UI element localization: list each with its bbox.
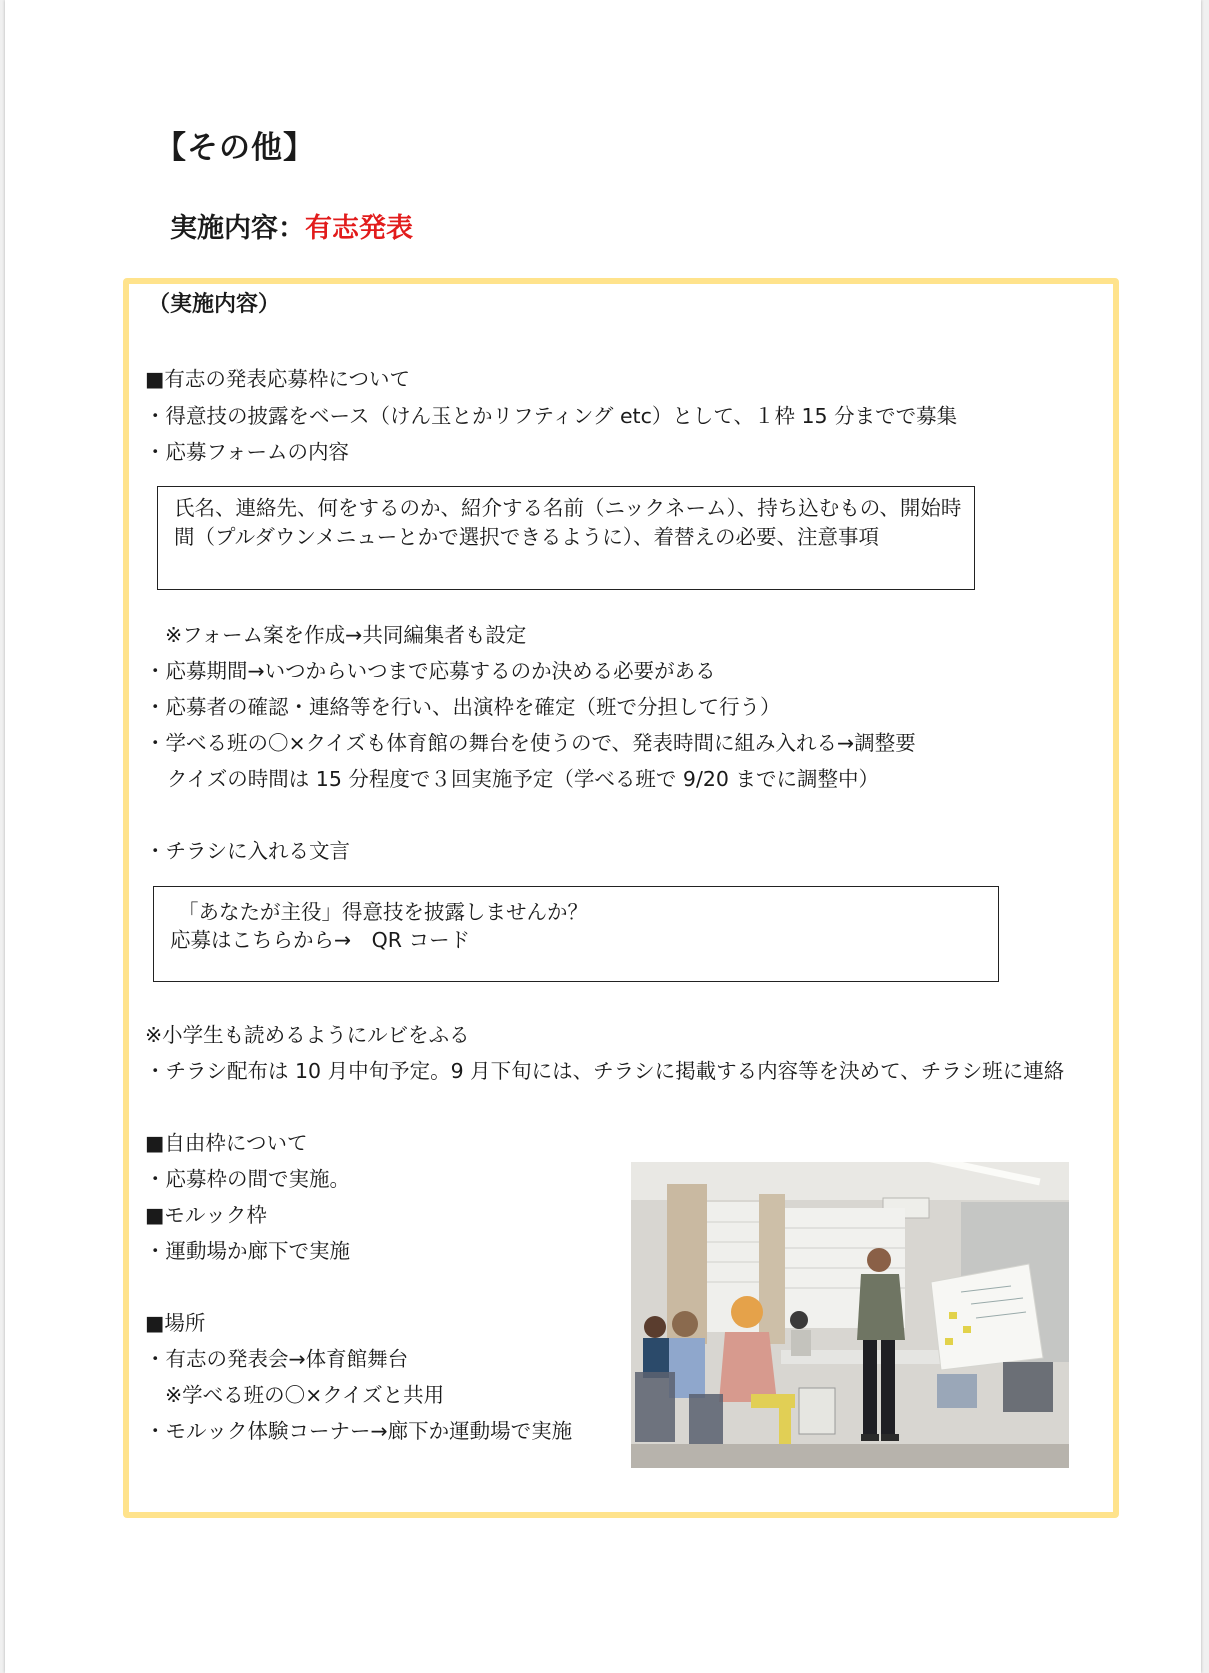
- list-item: ・運動場か廊下で実施: [145, 1239, 350, 1263]
- subheading-value: 有志発表: [305, 213, 413, 244]
- list-item: ※小学生も読めるようにルビをふる: [145, 1023, 470, 1047]
- list-item: ・学べる班の〇×クイズも体育館の舞台を使うので、発表時間に組み入れる→調整要: [145, 731, 916, 755]
- list-item: ■モルック枠: [145, 1203, 267, 1227]
- frame-title: （実施内容）: [148, 292, 281, 317]
- form-box-line: 間（プルダウンメニューとかで選択できるように）、着替えの必要、注意事項: [174, 525, 879, 549]
- meeting-photo: [631, 1162, 1069, 1468]
- list-item: ・応募フォームの内容: [145, 440, 349, 464]
- subheading-label: 実施内容：: [170, 213, 305, 244]
- flyer-box-line: 応募はこちらから→ QR コード: [170, 928, 471, 952]
- list-item: ・得意技の披露をベース（けん玉とかリフティング etc）として、１枠 15 分までで募集: [145, 404, 958, 428]
- list-item: ・有志の発表会→体育館舞台: [145, 1347, 409, 1371]
- list-item: ・チラシに入れる文言: [145, 839, 350, 863]
- list-item: クイズの時間は 15 分程度で３回実施予定（学べる班で 9/20 までに調整中）: [167, 767, 879, 791]
- list-item: ■有志の発表応募枠について: [145, 367, 410, 391]
- list-item: ※学べる班の〇×クイズと共用: [165, 1383, 445, 1407]
- list-item: ・チラシ配布は 10 月中旬予定。9 月下旬には、チラシに掲載する内容等を決めて、チラシ班に連絡: [145, 1059, 1065, 1083]
- form-box-line: 氏名、連絡先、何をするのか、紹介する名前（ニックネーム）、持ち込むもの、開始時: [174, 496, 962, 520]
- flyer-box-line: 「あなたが主役」得意技を披露しませんか？: [178, 900, 588, 924]
- list-item: ・モルック体験コーナー→廊下か運動場で実施: [145, 1419, 573, 1443]
- list-item: ・応募枠の間で実施。: [145, 1167, 350, 1191]
- list-item: ・応募期間→いつからいつまで応募するのか決める必要がある: [145, 659, 716, 683]
- list-item: ■自由枠について: [145, 1131, 308, 1155]
- subheading: [170, 206, 413, 245]
- list-item: ・応募者の確認・連絡等を行い、出演枠を確定（班で分担して行う）: [145, 695, 781, 719]
- list-item: ※フォーム案を作成→共同編集者も設定: [165, 623, 527, 647]
- flyer-text-box: [153, 886, 999, 982]
- list-item: ■場所: [145, 1311, 206, 1335]
- section-heading: 【その他】: [155, 130, 315, 166]
- document-page: [5, 0, 1201, 1673]
- form-content-box: [157, 486, 975, 590]
